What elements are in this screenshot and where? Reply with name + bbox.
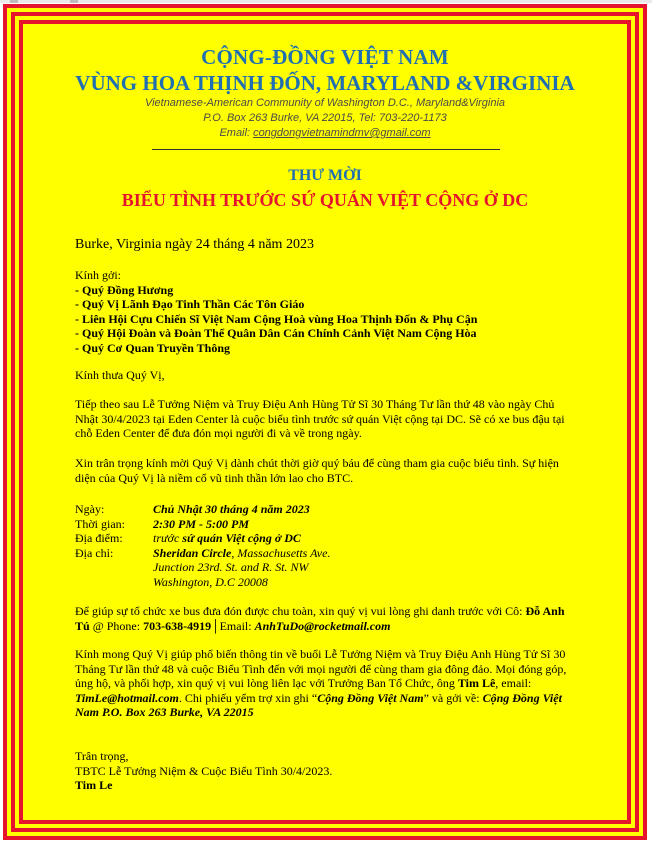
header-divider bbox=[152, 149, 500, 150]
day-value: Chủ Nhật 30 tháng 4 năm 2023 bbox=[153, 502, 310, 516]
signature-block bbox=[75, 749, 615, 793]
paragraph-line: Tháng Tư lần thứ 48 và cuộc Biểu Tình đến với mọi người để cùng tham gia đông đảo. Mọi đóng góp, bbox=[75, 661, 567, 676]
bus-email-label: │Email: bbox=[211, 618, 255, 633]
letterhead bbox=[23, 44, 627, 141]
org-email-line bbox=[23, 126, 627, 141]
time-label: Thời gian: bbox=[75, 516, 126, 531]
paragraph-line: ủng hộ, và phối hợp, xin quý vị vui lòng liên lạc với Trưởng Ban Tổ Chức, ông bbox=[75, 676, 458, 690]
paragraph-1 bbox=[75, 397, 615, 441]
organizer-email[interactable]: TimLe@hotmail.com bbox=[75, 690, 179, 705]
paragraph-line: Kính mong Quý Vị giúp phổ biến thông tin về buổi Lễ Tưởng Niệm và Truy Điệu Anh Hùng Tử Sĩ 30 bbox=[75, 647, 566, 661]
paragraph-line: Xin trân trọng kính mời Quý Vị dành chút thời giờ quý báu để cùng tham gia cuộc biểu tình. Sự hiện bbox=[75, 456, 559, 470]
invitation-heading bbox=[23, 166, 627, 211]
bus-phone: 703-638-4919 bbox=[143, 618, 212, 633]
address-label: Địa chỉ: bbox=[75, 545, 114, 560]
invitation-title: THƯ MỜI bbox=[288, 167, 362, 184]
org-name-line2: VÙNG HOA THỊNH ĐỐN, MARYLAND &VIRGINIA bbox=[75, 71, 575, 95]
email-label: Email: bbox=[219, 127, 254, 139]
top-marker bbox=[10, 0, 18, 3]
org-english-name: Vietnamese-American Community of Washington D.C., Maryland&Virginia bbox=[144, 97, 506, 109]
recipient-item: - Liên Hội Cựu Chiến Sĩ Việt Nam Cộng Hoà vùng Hoa Thịnh Đốn & Phụ Cận bbox=[75, 311, 478, 326]
mailing-address: Cộng Đồng Việt bbox=[482, 690, 562, 705]
bus-registration bbox=[75, 604, 615, 633]
paragraph-line: Tiếp theo sau Lễ Tưởng Niệm và Truy Điệu Anh Hùng Tử Sĩ 30 Tháng Tư lần thứ 48 vào ngày Chủ bbox=[75, 397, 555, 411]
recipient-item: - Quý Đồng Hương bbox=[75, 282, 174, 297]
mailing-address-cont: Nam P.O. Box 263 Burke, VA 22015 bbox=[75, 705, 254, 719]
closing: Trân trọng, bbox=[75, 749, 129, 763]
window-top-strip bbox=[0, 0, 652, 3]
organizing-committee: TBTC Lễ Tưởng Niệm & Cuộc Biểu Tình 30/4/2023. bbox=[75, 763, 333, 778]
place-value: sứ quán Việt cộng ở DC bbox=[182, 531, 301, 545]
org-address: P.O. Box 263 Burke, VA 22015, Tel: 703-220-1173 bbox=[203, 112, 447, 124]
paragraph-2 bbox=[75, 456, 615, 485]
recipient-item: - Quý Hội Đoàn và Đoàn Thể Quân Dân Cán Chính Cảnh Việt Nam Cộng Hòa bbox=[75, 326, 477, 340]
to-label: Kính gởi: bbox=[75, 268, 122, 282]
time-value: 2:30 PM - 5:00 PM bbox=[153, 516, 249, 531]
paragraph-line: chỗ Eden Center để đưa đón mọi người đi và về trong ngày. bbox=[75, 426, 362, 440]
address-line3: Washington, D.C 20008 bbox=[153, 574, 268, 589]
recipients-block bbox=[75, 268, 615, 355]
org-email-link[interactable]: congdongvietnamindmv@gmail.com bbox=[253, 127, 431, 139]
bus-text: Để giúp sự tổ chức xe bus đưa đón được chu toàn, xin quý vị vui lòng ghi danh trước với Cô: bbox=[75, 604, 526, 618]
paragraph-line: . Chi phiếu yểm trợ xin ghi “ bbox=[178, 690, 318, 705]
org-name-line1: CỘNG-ĐỒNG VIỆT NAM bbox=[201, 45, 449, 69]
paragraph-line: ” và gởi về: bbox=[423, 690, 483, 705]
recipient-item: - Quý Vị Lãnh Đạo Tinh Thần Các Tôn Giáo bbox=[75, 297, 305, 311]
signer-name: Tim Le bbox=[75, 778, 113, 792]
day-label: Ngày: bbox=[75, 502, 105, 516]
check-payee: Cộng Đồng Việt Nam bbox=[317, 690, 424, 705]
bus-contact-name-cont: Tú bbox=[75, 618, 90, 633]
bus-contact-name: Đỗ Anh bbox=[525, 604, 565, 618]
invitation-subject: BIỂU TÌNH TRƯỚC SỨ QUÁN VIỆT CỘNG Ở DC bbox=[121, 190, 529, 210]
paragraph-line: diện của Quý Vị là niềm cổ vũ tinh thần lớn lao cho BTC. bbox=[75, 470, 354, 485]
place-label: Địa điểm: bbox=[75, 531, 123, 545]
letter-date: Burke, Virginia ngày 24 tháng 4 năm 2023 bbox=[75, 237, 314, 252]
address-rest: , Massachusetts Ave. bbox=[231, 545, 331, 560]
paragraph-3 bbox=[75, 647, 615, 720]
address-street: Sheridan Circle bbox=[153, 545, 232, 560]
greeting: Kính thưa Quý Vị, bbox=[75, 368, 165, 382]
bus-phone-label: @ Phone: bbox=[89, 618, 144, 633]
bus-email[interactable]: AnhTuDo@rocketmail.com bbox=[254, 618, 391, 633]
paragraph-line: Nhật 30/4/2023 tại Eden Center là cuộc biểu tình trước sứ quán Việt cộng tại DC. Sẽ có xe bus đậu tại bbox=[75, 411, 565, 426]
address-line2: Junction 23rd. St. and R. St. NW bbox=[153, 560, 309, 574]
organizer-name: Tim Lê bbox=[457, 676, 496, 690]
recipient-item: - Quý Cơ Quan Truyền Thông bbox=[75, 340, 231, 355]
paragraph-line: , email: bbox=[495, 676, 532, 690]
top-marker bbox=[70, 0, 78, 3]
place-prefix: trước bbox=[153, 531, 183, 545]
event-schedule bbox=[75, 502, 330, 589]
